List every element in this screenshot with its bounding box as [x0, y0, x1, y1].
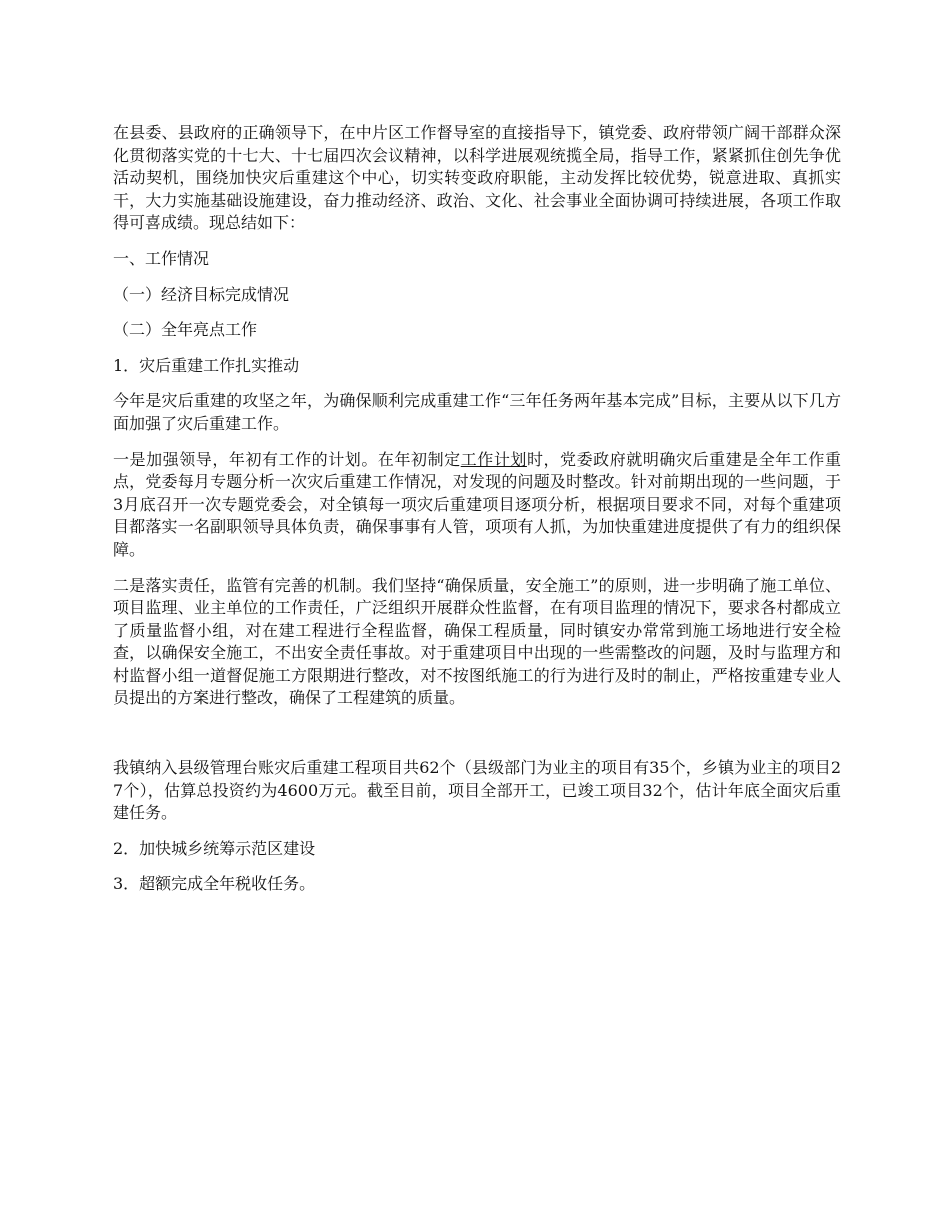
subsection-heading-highlights: （二）全年亮点工作: [113, 320, 258, 340]
leadership-paragraph: [113, 449, 841, 562]
subsection-heading-economic-targets: （一）经济目标完成情况: [113, 284, 290, 304]
section-heading-work-status: 一、工作情况: [113, 248, 210, 268]
leadership-text-before: 一是加强领导，年初有工作的计划。在年初制定: [113, 449, 461, 469]
projects-paragraph: 我镇纳入县级管理台账灾后重建工程项目共62个（县级部门为业主的项目有35个，乡镇为业主的项目27个），估算总投资约为4600万元。截至目前，项目全部开工，已竣工项目32个，估计年底全面灾后重建任务。: [113, 758, 841, 823]
document-page: [113, 122, 841, 909]
blank-spacer: [113, 723, 841, 757]
intro-paragraph: 在县委、县政府的正确领导下，在中片区工作督导室的直接指导下，镇党委、政府带领广阔干部群众深化贯彻落实党的十七大、十七届四次会议精神，以科学进展观统揽全局，指导工作，紧紧抓住创先争优活动契机，围绕加快灾后重建这个中心，切实转变政府职能，主动发挥比较优势，锐意进取、真抓实干，大力实施基础设施建设，奋力推动经济、政治、文化、社会事业全面协调可持续进展，各项工作取得可喜成绩。现总结如下：: [113, 123, 841, 233]
responsibility-paragraph: 二是落实责任，监管有完善的机制。我们坚持“确保质量，安全施工”的原则，进一步明确了施工单位、项目监理、业主单位的工作责任，广泛组织开展群众性监督，在有项目监理的情况下，要求各村都成立了质量监督小组，对在建工程进行全程监督，确保工程质量，同时镇安办常常到施工场地进行安全检查，以确保安全施工，不出安全责任事故。对于重建项目中出现的一些需整改的问题，及时与监理方和村监督小组一道督促施工方限期进行整改，对不按图纸施工的行为进行及时的制止，严格按重建专业人员提出的方案进行整改，确保了工程建筑的质量。: [113, 575, 841, 708]
item-heading-reconstruction: 1．灾后重建工作扎实推动: [113, 355, 300, 375]
item-heading-urban-rural: 2．加快城乡统筹示范区建设: [113, 838, 316, 858]
leadership-text-after: 时，党委政府就明确灾后重建是全年工作重点，党委每月专题分析一次灾后重建工作情况，对发现的问题及时整改。针对前期出现的一些问题，于3月底召开一次专题党委会，对全镇每一项灾后重建项目逐项分析，根据项目要求不同，对每个重建项目都落实一名副职领导具体负责，确保事事有人管，项项有人抓，为加快重建进度提供了有力的组织保障。: [113, 449, 841, 559]
item-heading-tax: 3．超额完成全年税收任务。: [113, 874, 316, 894]
work-plan-link[interactable]: 工作计划: [460, 449, 527, 469]
reconstruction-intro-paragraph: 今年是灾后重建的攻坚之年，为确保顺利完成重建工作“三年任务两年基本完成”目标，主要从以下几方面加强了灾后重建工作。: [113, 391, 841, 433]
